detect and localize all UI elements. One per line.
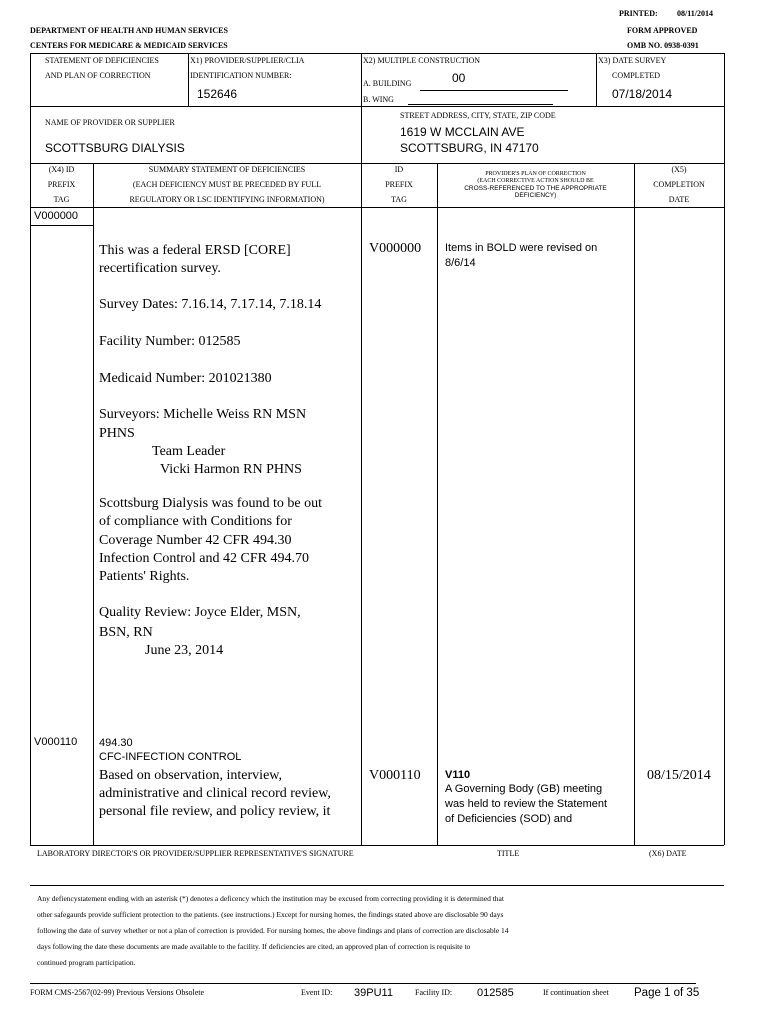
quality-review-line-1: Quality Review: Joyce Elder, MSN, [99,605,301,620]
finding-line-2: of compliance with Conditions for [99,514,292,529]
x3-label-1: X3) DATE SURVEY [598,56,667,65]
surveyors-line-1: Surveyors: Michelle Weiss RN MSN [99,407,307,422]
finding-line-3: Coverage Number 42 CFR 494.30 [99,533,292,548]
disclaimer-line-5: continued program participation. [37,958,136,967]
provider-name-value: SCOTTSBURG DIALYSIS [45,141,185,155]
plan-v110-title: V110 [445,769,471,781]
x1-label-1: X1) PROVIDER/SUPPLIER/CLIA [190,56,305,65]
x5-header-2: COMPLETION [653,180,705,189]
x4-header-3: TAG [53,195,70,204]
x3-label-2: COMPLETED [612,71,660,80]
summary-header-2: (EACH DEFICIENCY MUST BE PRECEDED BY FULL [132,180,322,189]
plan-header-4: DEFICIENCY) [514,192,557,199]
x2-label: X2) MULTIPLE CONSTRUCTION [363,56,481,65]
summary-header-1: SUMMARY STATEMENT OF DEFICIENCIES [148,165,306,174]
finding-line-4: Infection Control and 42 CFR 494.70 [99,551,309,566]
x5-header-3: DATE [668,195,690,204]
tag-v000000: V000000 [34,210,79,222]
address-label: STREET ADDRESS, CITY, STATE, ZIP CODE [400,111,556,120]
building-label: A. BUILDING [363,79,412,88]
plan-v110-line-1: A Governing Body (GB) meeting [445,783,603,795]
v110-summary-line-2: administrative and clinical record review, [99,786,331,801]
statement-label-2: AND PLAN OF CORRECTION [45,71,151,80]
id-v000110: V000110 [369,768,421,783]
address-line-2: SCOTTSBURG, IN 47170 [400,141,539,155]
form-number: FORM CMS-2567(02-99) Previous Versions Obsolete [30,988,205,997]
surveyors-line-4: Vicki Harmon RN PHNS [160,462,302,477]
plan-header-2: (EACH CORRECTIVE ACTION SHOULD BE [477,178,594,184]
summary-header-3: REGULATORY OR LSC IDENTIFYING INFORMATION) [129,195,325,204]
plan-v110-line-3: of Deficiencies (SOD) and [445,813,573,825]
medicaid-number: Medicaid Number: 201021380 [99,371,272,386]
page-number: Page 1 of 35 [634,987,700,999]
id-header-1: ID [394,165,404,174]
event-id-value: 39PU11 [354,987,393,999]
facility-id-label: Facility ID: [415,988,453,997]
continuation-label: If continuation sheet [543,988,609,997]
tag-v000110: V000110 [34,736,78,748]
title-label: TITLE [497,849,520,858]
form-approved: FORM APPROVED [627,26,698,35]
omb-number: OMB NO. 0938-0391 [627,41,699,50]
printed-label: PRINTED: [619,9,658,18]
v110-summary-line-3: personal file review, and policy review, it [99,804,331,819]
provider-name-label: NAME OF PROVIDER OR SUPPLIER [45,118,175,127]
event-id-label: Event ID: [301,988,333,997]
x5-header-1: (X5) [671,165,687,174]
plan-v000000-line-2: 8/6/14 [445,257,476,269]
building-value: 00 [452,71,466,85]
id-header-3: TAG [391,195,407,204]
v110-summary-line-1: Based on observation, interview, [99,768,282,783]
disclaimer-line-1: Any defiencystatement ending with an asterisk (*) denotes a deficency which the institution may be excused from correcting providing it is determined that [37,894,504,903]
finding-line-1: Scottsburg Dialysis was found to be out [99,496,322,511]
surveyors-line-2: PHNS [99,426,135,441]
signature-label: LABORATORY DIRECTOR'S OR PROVIDER/SUPPLIER REPRESENTATIVE'S SIGNATURE [37,849,354,858]
plan-v110-line-2: was held to review the Statement [445,798,608,810]
summary-line-1: This was a federal ERSD [CORE] [99,243,291,258]
disclaimer-line-4: days following the date these documents are made available to the facility. If deficiencies are cited, an approved plan of correction is requisite to [37,942,471,951]
id-v000000: V000000 [369,241,422,256]
surveyors-line-3: Team Leader [152,444,226,459]
quality-review-date: June 23, 2014 [145,643,224,658]
summary-line-2: recertification survey. [99,261,221,276]
agency-name: CENTERS FOR MEDICARE & MEDICAID SERVICES [30,41,228,50]
disclaimer-line-2: other safegaurds provide sufficient protection to the patients. (see instructions.) Except for nursing homes, the findings stated above are disclosable 90 days [37,910,504,919]
printed-date: 08/11/2014 [677,9,714,18]
date-label: (X6) DATE [649,849,687,858]
x4-header-2: PREFIX [47,180,76,189]
survey-date-value: 07/18/2014 [612,87,673,101]
statement-label-1: STATEMENT OF DEFICIENCIES [45,56,159,65]
quality-review-line-2: BSN, RN [99,625,153,640]
department-name: DEPARTMENT OF HEALTH AND HUMAN SERVICES [30,26,228,35]
plan-header-1: PROVIDER'S PLAN OF CORRECTION [485,171,586,177]
facility-id-value: 012585 [477,987,514,999]
regulation-title: CFC-INFECTION CONTROL [99,751,242,763]
id-header-2: PREFIX [385,180,413,189]
survey-dates: Survey Dates: 7.16.14, 7.17.14, 7.18.14 [99,297,322,312]
disclaimer-line-3: following the date of survey whether or not a plan of correction is provided. For nursing homes, the above findings and plans of correction are disclosable 14 [37,926,509,935]
address-line-1: 1619 W MCCLAIN AVE [400,125,525,139]
completion-date-v110: 08/15/2014 [647,768,711,783]
facility-number: Facility Number: 012585 [99,334,241,349]
plan-header-3: CROSS-REFERENCED TO THE APPROPRIATE [464,185,607,192]
plan-v000000-line-1: Items in BOLD were revised on [445,242,598,254]
x4-header-1: (X4) ID [48,165,75,174]
finding-line-5: Patients' Rights. [99,569,190,584]
wing-label: B. WING [363,95,394,104]
provider-id-value: 152646 [197,87,238,101]
x1-label-2: IDENTIFICATION NUMBER: [190,71,292,80]
regulation-number: 494.30 [99,737,133,749]
